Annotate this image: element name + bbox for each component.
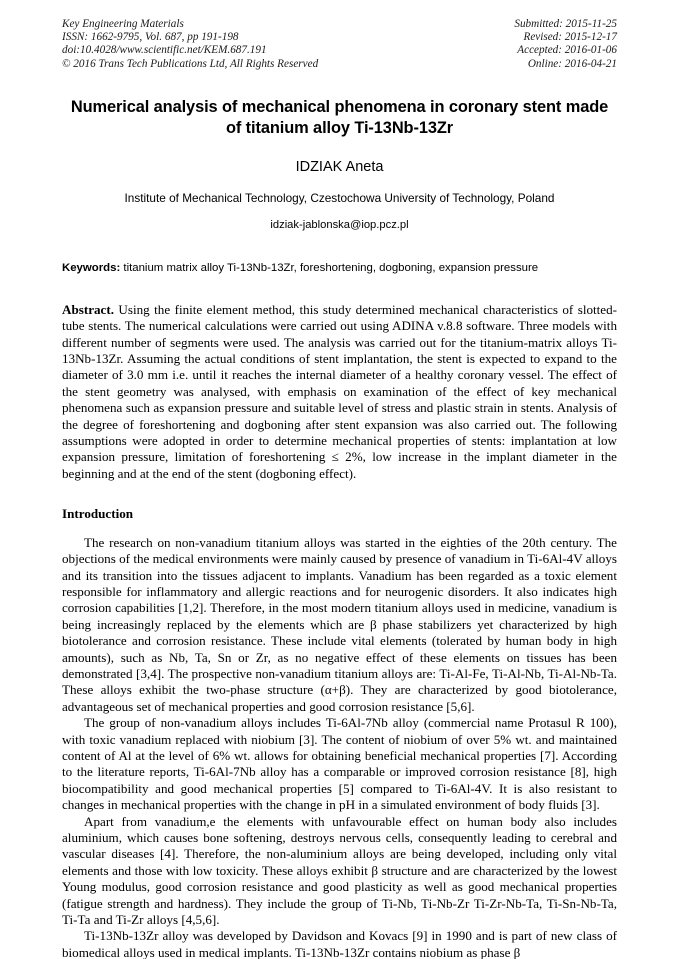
abstract-label: Abstract. <box>62 301 114 317</box>
date-online: Online: 2016-04-21 <box>527 57 617 70</box>
section-heading-introduction: Introduction <box>62 506 134 522</box>
date-revised: Revised: 2015-12-17 <box>523 31 617 44</box>
journal-header-left <box>62 18 318 71</box>
journal-header <box>62 0 617 71</box>
page-content-column <box>62 0 617 959</box>
body-paragraph: Apart from vanadium,e the elements with unfavourable effect on human body also includes aluminium, which causes bone softening, destroys nervous cells, consequently leading to cerebral and vascular diseases [4]. Therefore, the non-aluminium alloys are being developed, including only vital elements and those with low toxicity. These alloys exhibit β structure and are characterized by the lowest Young modulus, good corrosion resistance and good plasticity as well as good mechanical properties (fatigue strength and hardness). They include the group of Ti-Nb, Ti-Nb-Zr Ti-Zr-Nb-Ta, Ti-Sn-Nb-Ta, Ti-Ta and Ti-Zr alloys [4,5,6]. <box>62 813 617 928</box>
abstract-paragraph <box>62 302 617 482</box>
journal-header-right <box>514 18 617 71</box>
body-paragraph: Ti-13Nb-13Zr alloy was developed by Davidson and Kovacs [9] in 1990 and is part of new class of biomedical alloys used in medical implants. Ti-13Nb-13Zr contains niobium as phase β <box>62 928 617 959</box>
body-paragraph: The research on non-vanadium titanium alloys was started in the eighties of the 20th century. The objections of the medical environments were mainly caused by presence of vanadium in Ti-6Al-4V alloys and its transition into the tissues adjacent to implants. Vanadium has been regarded as a toxic element responsible for inflammatory and allergic reactions and for neurogenic disorders. It also indicates high corrosion capabilities [1,2]. Therefore, in the most modern titanium alloys used in medicine, vanadium is being increasingly replaced by the elements which are β phase stabilizers yet characterized by high biotolerance and corrosion resistance. These include vital elements (tolerated by human body in high amounts), such as Nb, Ta, Sn or Zr, as no negative effect of these elements on tissues has been demonstrated [3,4]. The prospective non-vanadium titanium alloys are: Ti-Al-Fe, Ti-Al-Nb, Ti-Al-Nb-Ta. These alloys exhibit the two-phase structure (α+β). They are characterized by good biotolerance, advantageous set of mechanical properties and good corrosion resistance [5,6]. <box>62 534 617 714</box>
date-accepted: Accepted: 2016-01-06 <box>517 44 617 57</box>
journal-issn-volume: ISSN: 1662-9795, Vol. 687, pp 191-198 <box>62 31 239 44</box>
keywords-value: titanium matrix alloy Ti-13Nb-13Zr, foreshortening, dogboning, expansion pressure <box>120 261 539 274</box>
journal-copyright: © 2016 Trans Tech Publications Ltd, All Rights Reserved <box>62 57 319 70</box>
journal-doi: doi:10.4028/www.scientific.net/KEM.687.191 <box>62 44 267 57</box>
keywords-line <box>62 261 617 276</box>
date-submitted: Submitted: 2015-11-25 <box>514 18 617 30</box>
author-affiliation: Institute of Mechanical Technology, Czestochowa University of Technology, Poland <box>124 190 555 205</box>
author-email: idziak-jablonska@iop.pcz.pl <box>270 218 409 231</box>
author-name: IDZIAK Aneta <box>295 158 384 175</box>
abstract-text: Using the finite element method, this study determined mechanical characteristics of slotted-tube stents. The numerical calculations were carried out using ADINA v.8.8 software. Three models with different number of segments were used. The analysis was carried out for the titanium-matrix alloys Ti-13Nb-13Zr. Assuming the actual conditions of stent implantation, the stent is expected to expand to the diameter of 3.0 mm i.e. until it reaches the internal diameter of a healthy coronary vessel. The effect of the stent geometry was analysed, with emphasis on examination of the effect of key mechanical phenomena such as expansion pressure and suitable level of stress and plastic strain in stents. Analysis of the degree of foreshortening and dogboning after stent expansion was also carried out. The following assumptions were adopted in order to determine mechanical properties of stents: implantation at low expansion pressure, limitation of foreshortening ≤ 2%, low increase in the implant diameter in the beginning and at the end of the stent (dogboning effect). <box>62 301 617 481</box>
keywords-label: Keywords: <box>62 261 121 274</box>
body-paragraph: The group of non-vanadium alloys includes Ti-6Al-7Nb alloy (commercial name Protasul R 100), with toxic vanadium replaced with niobium [3]. The content of niobium of over 5% wt. and maintained content of Al at the level of 6% wt. allows for obtaining beneficial mechanical properties [7]. According to the literature reports, Ti-6Al-7Nb alloy has a comparable or improved corrosion resistance [8], high biocompatibility and good mechanical properties [5] compared to Ti-6Al-4V. It is also resistant to changes in mechanical properties with the change in pH in a simulated environment of body fluids [3]. <box>62 715 617 813</box>
journal-name: Key Engineering Materials <box>62 18 184 30</box>
page-title: Numerical analysis of mechanical phenomena in coronary stent made of titanium alloy Ti-13Nb-13Zr <box>70 97 609 137</box>
